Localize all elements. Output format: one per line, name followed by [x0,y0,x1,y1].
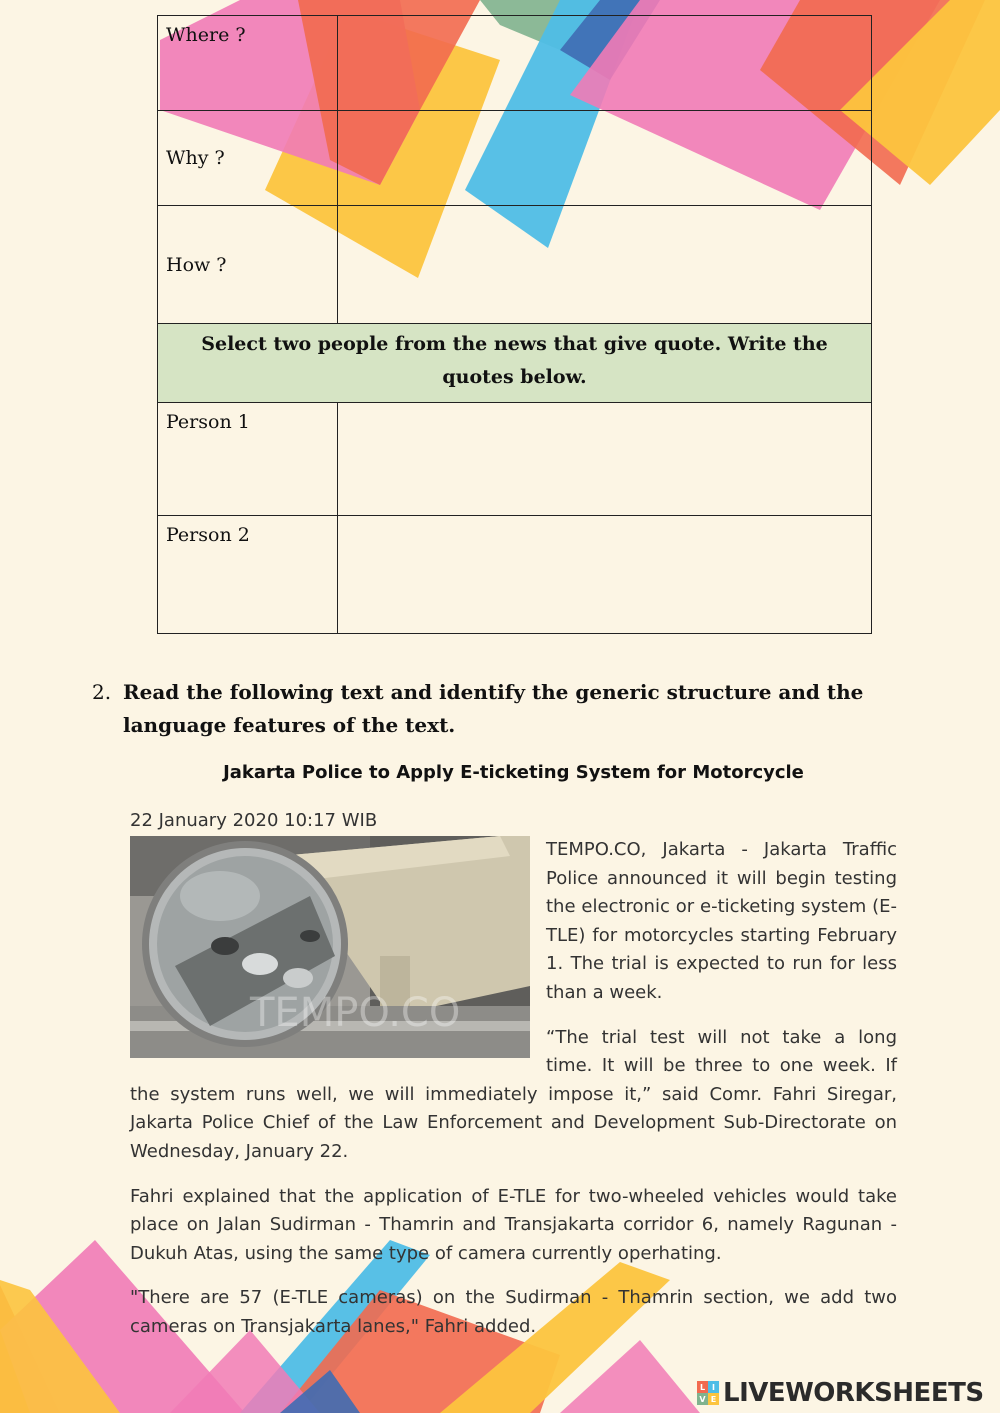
answer-cell-person-2[interactable] [338,516,872,634]
row-label-how: How ? [158,206,338,324]
table-row [158,206,872,324]
table-row [158,516,872,634]
row-label-why: Why ? [158,111,338,206]
article-paragraph: “The trial test will not take a long time. It will be three to one week. If the system runs well, we will immediately impose it,” said Comr. Fahri Siregar, Jakarta Police Chief of the Law Enforcement and Development Sub-Directorate on Wednesday, January 22. [130,1026,897,1162]
camera-photo-illustration [130,836,530,1058]
logo-letter: E [708,1393,719,1405]
logo-letter: I [708,1381,719,1393]
row-label-where: Where ? [158,16,338,111]
answer-cell-where[interactable] [338,16,872,111]
answer-cell-person-1[interactable] [338,403,872,516]
logo-letter: V [697,1393,708,1405]
question-2 [92,676,902,742]
brand-name: LIVEWORKSHEETS [723,1378,984,1408]
liveworksheets-logo[interactable] [697,1378,984,1408]
quote-instruction: Select two people from the news that give quote. Write the quotes below. [158,324,872,403]
article-photo [130,836,530,1058]
worksheet-table [157,15,872,634]
row-label-person-2: Person 2 [158,516,338,634]
question-number: 2. [92,680,112,704]
table-row [158,403,872,516]
row-label-person-1: Person 1 [158,403,338,516]
article-paragraph: Fahri explained that the application of E-TLE for two-wheeled vehicles would take place on Jalan Sudirman - Thamrin and Transjakarta corridor 6, namely Ragunan - Dukuh Atas, using the same type of camera currently operhating. [130,1185,897,1264]
article-paragraph: "There are 57 (E-TLE cameras) on the Sudirman - Thamrin section, we add two cameras on Transjakarta lanes," Fahri added. [130,1287,897,1337]
logo-letter: L [697,1381,708,1393]
photo-watermark: TEMPO.CO [250,990,461,1036]
article-date: 22 January 2020 10:17 WIB [130,810,378,831]
answer-cell-how[interactable] [338,206,872,324]
table-row [158,111,872,206]
news-article [130,758,897,1358]
article-paragraph: TEMPO.CO, Jakarta - Jakarta Traffic Police announced it will begin testing the electronic or e-ticketing system (E-TLE) for motorcycles starting February 1. The trial is expected to run for less than a week. [546,839,897,1003]
table-row [158,16,872,111]
logo-mark-icon [697,1381,719,1405]
table-row [158,324,872,403]
question-text: Read the following text and identify the generic structure and the language features of the text. [123,680,864,737]
answer-cell-why[interactable] [338,111,872,206]
article-headline: Jakarta Police to Apply E-ticketing System for Motorcycle [223,762,804,783]
